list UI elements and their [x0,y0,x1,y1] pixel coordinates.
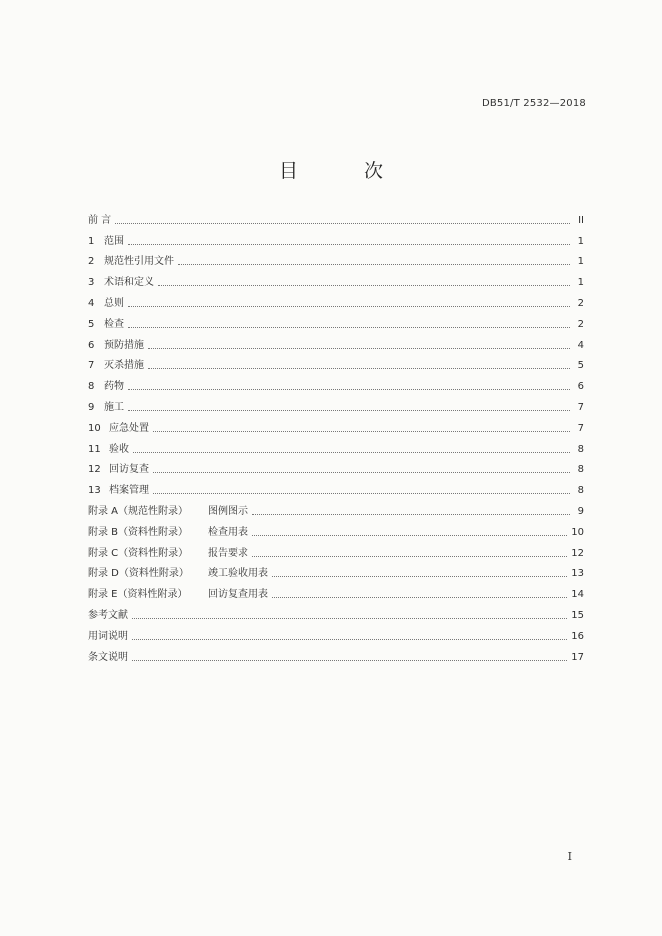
toc-entry-number: 附录 C（资料性附录） [88,547,189,559]
toc-entry-number: 6 [88,339,95,351]
document-code: DB51/T 2532—2018 [481,98,586,109]
toc-entry-appendix-d[interactable] [88,560,584,581]
toc-entry-4[interactable] [88,289,584,310]
toc-entry-label: 条文说明 [88,651,128,663]
toc-entry-label: 总则 [104,297,124,309]
toc-entry-label: 预防措施 [104,339,144,351]
toc-entry-5[interactable] [88,310,584,331]
toc-entry-number: 2 [88,256,95,268]
toc-leader [252,556,567,557]
toc-leader [153,493,570,494]
toc-entry-6[interactable] [88,331,584,352]
toc-entry-explanation[interactable] [88,643,584,664]
toc-entry-label: 回访复查用表 [208,589,268,601]
toc-entry-label: 档案管理 [109,485,149,497]
toc-entry-label: 用词说明 [88,630,128,642]
toc-leader [148,368,570,369]
toc-leader [158,285,570,286]
toc-entry-number: 8 [88,381,95,393]
toc-leader [115,223,570,224]
toc-entry-number: 4 [88,297,95,309]
toc-entry-label: 施工 [104,401,124,413]
toc-entry-appendix-b[interactable] [88,518,584,539]
toc-entry-page: 7 [577,422,584,434]
toc-entry-3[interactable] [88,268,584,289]
toc-entry-page: 1 [577,235,584,247]
toc-entry-wording[interactable] [88,622,584,643]
toc-entry-page: 16 [571,630,584,642]
toc-entry-label: 药物 [104,381,124,393]
toc-entry-appendix-a[interactable] [88,497,584,518]
toc-entry-number: 9 [88,401,95,413]
footer-page-number: I [567,850,572,863]
toc-leader [128,306,570,307]
table-of-contents [88,206,584,664]
toc-entry-page: 10 [571,526,584,538]
toc-entry-12[interactable] [88,456,584,477]
toc-entry-label: 灭杀措施 [104,360,144,372]
toc-entry-9[interactable] [88,393,584,414]
toc-entry-label: 范围 [104,235,124,247]
toc-entry-label: 检查 [104,318,124,330]
toc-entry-number: 11 [88,443,101,455]
toc-title: 目 次 [278,160,414,182]
toc-entry-references[interactable] [88,601,584,622]
toc-leader [272,597,567,598]
toc-entry-label: 验收 [109,443,129,455]
toc-entry-page: 7 [577,401,584,413]
toc-leader [178,264,570,265]
toc-entry-number: 10 [88,422,101,434]
toc-entry-label: 规范性引用文件 [104,256,174,268]
toc-entry-8[interactable] [88,372,584,393]
toc-leader [132,618,567,619]
toc-entry-page: 1 [577,256,584,268]
toc-entry-7[interactable] [88,352,584,373]
toc-entry-11[interactable] [88,435,584,456]
toc-leader [128,244,570,245]
toc-leader [148,348,570,349]
toc-entry-13[interactable] [88,476,584,497]
toc-entry-appendix-e[interactable] [88,580,584,601]
toc-entry-label: 回访复查 [109,464,149,476]
toc-entry-10[interactable] [88,414,584,435]
toc-entry-label: 参考文献 [88,609,128,621]
toc-entry-number: 3 [88,277,95,289]
toc-entry-label: 报告要求 [208,547,248,559]
toc-entry-number: 附录 A（规范性附录） [88,505,189,517]
toc-entry-page: 4 [577,339,584,351]
toc-entry-number: 1 [88,235,95,247]
toc-entry-page: 2 [577,318,584,330]
toc-entry-number: 附录 D（资料性附录） [88,568,189,580]
toc-entry-number: 附录 B（资料性附录） [88,526,189,538]
toc-leader [252,514,570,515]
toc-leader [153,431,570,432]
toc-entry-label: 图例图示 [208,505,248,517]
toc-entry-number: 附录 E（资料性附录） [88,589,188,601]
toc-entry-page: 6 [577,381,584,393]
toc-entry-page: 13 [571,568,584,580]
toc-leader [272,576,567,577]
toc-leader [128,410,570,411]
toc-leader [133,452,570,453]
toc-leader [128,389,570,390]
toc-entry-page: 5 [577,360,584,372]
toc-entry-number: 7 [88,360,95,372]
toc-entry-page: 1 [577,277,584,289]
toc-entry-2[interactable] [88,248,584,269]
toc-entry-page: 12 [571,547,584,559]
toc-entry-number: 13 [88,485,101,497]
toc-entry-number: 5 [88,318,95,330]
toc-entry-page: 8 [577,443,584,455]
toc-entry-foreword[interactable] [88,206,584,227]
toc-entry-page: 8 [577,485,584,497]
toc-leader [252,535,567,536]
toc-entry-page: 8 [577,464,584,476]
toc-entry-page: II [578,214,584,226]
toc-entry-1[interactable] [88,227,584,248]
toc-leader [128,327,570,328]
toc-entry-appendix-c[interactable] [88,539,584,560]
toc-entry-label: 应急处置 [109,422,149,434]
toc-entry-page: 14 [571,589,584,601]
toc-entry-page: 2 [577,297,584,309]
toc-entry-page: 17 [571,651,584,663]
toc-leader [132,639,567,640]
toc-leader [153,472,570,473]
toc-leader [132,660,567,661]
toc-entry-number: 12 [88,464,101,476]
toc-entry-page: 15 [571,609,584,621]
toc-entry-label: 竣工验收用表 [208,568,268,580]
toc-entry-label: 检查用表 [208,526,248,538]
toc-entry-label: 前 言 [88,214,112,226]
toc-entry-page: 9 [577,505,584,517]
toc-entry-label: 术语和定义 [104,277,154,289]
